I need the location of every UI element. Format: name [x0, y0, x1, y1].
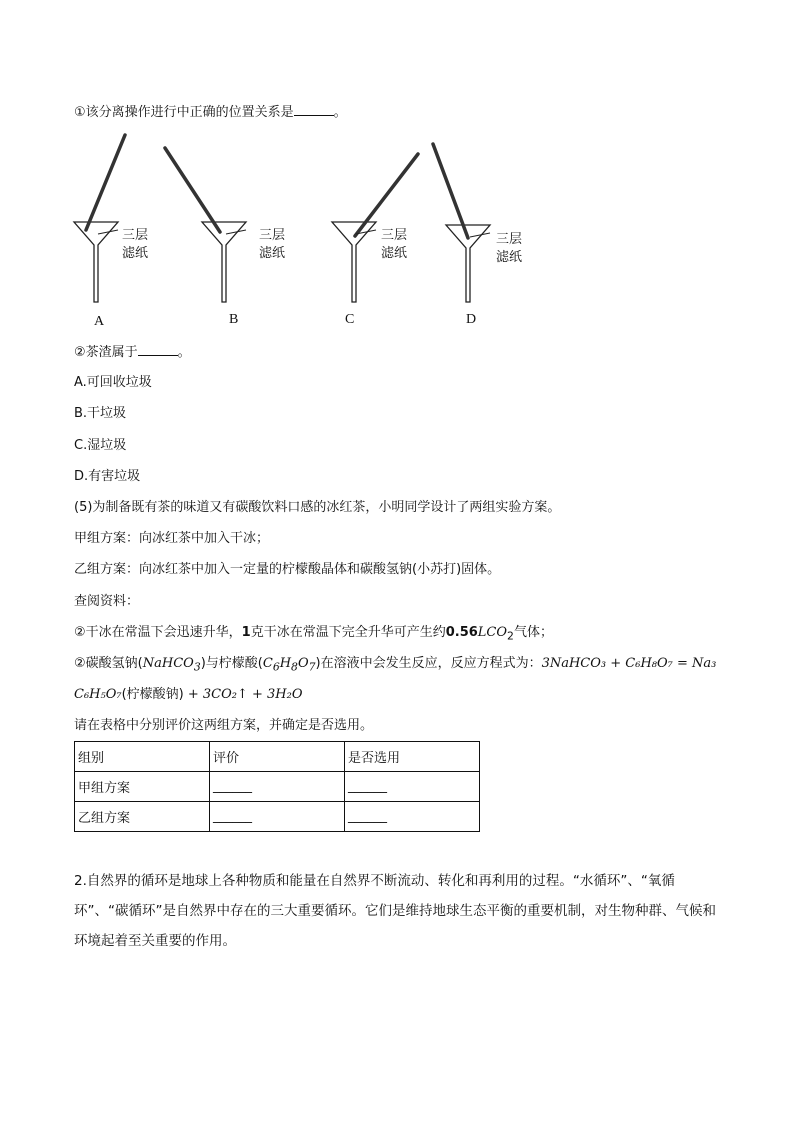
annotation-a: 三层 滤纸	[122, 228, 149, 261]
annotation-d: 三层 滤纸	[496, 232, 523, 265]
select-blank[interactable]: ______	[345, 802, 480, 832]
option-d: D.有害垃圾	[74, 469, 141, 484]
question-tea-line: ②茶渣属于 。	[74, 345, 191, 360]
select-blank[interactable]: ______	[345, 772, 480, 802]
header-evaluation: 评价	[210, 742, 345, 772]
funnel-c	[332, 222, 376, 302]
question-position-text: ①该分离操作进行中正确的位置关系是	[74, 105, 294, 120]
question-5: (5)为制备既有茶的味道又有碳酸饮料口感的冰红茶，小明同学设计了两组实验方案。	[74, 500, 561, 515]
option-a: A.可回收垃圾	[74, 375, 152, 390]
annotation-c: 三层 滤纸	[381, 228, 408, 261]
plan-a: 甲组方案：向冰红茶中加入干冰；	[74, 531, 270, 546]
header-select: 是否选用	[345, 742, 480, 772]
plan-b: 乙组方案：向冰红茶中加入一定量的柠檬酸晶体和碳酸氢钠(小苏打)固体。	[74, 562, 501, 577]
label-a: A	[94, 314, 105, 329]
info-reaction: ②碳酸氢钠(NaHCO$_3$)与柠檬酸$(C_6H_8O_7)$在溶液中会发生反应，反应方程式为：3NaHCO₃ + C₆H₈O₇ = Na₃	[74, 656, 717, 674]
question-tea-text: ②茶渣属于	[74, 345, 138, 360]
row-label: 甲组方案	[75, 772, 210, 802]
table-row	[75, 802, 480, 832]
info-reaction-cont: C₆H₅O₇(柠檬酸钠) + 3CO₂↑ + 3H₂O	[74, 687, 303, 702]
filtration-figure	[70, 130, 540, 335]
funnel-b	[202, 222, 246, 302]
info-dry-ice: ②干冰在常温下会迅速升华，1克干冰在常温下完全升华可产生约$0.56LCO_2$气体；	[74, 625, 553, 643]
label-b: B	[229, 312, 239, 327]
evaluation-blank[interactable]: ______	[210, 772, 345, 802]
annotation-b: 三层 滤纸	[259, 228, 286, 261]
lookup-heading: 查阅资料：	[74, 594, 140, 609]
table-row	[75, 772, 480, 802]
answer-blank	[138, 343, 178, 356]
table-header-row	[75, 742, 480, 772]
table-intro: 请在表格中分别评价这两组方案，并确定是否选用。	[74, 718, 374, 733]
option-c: C.湿垃圾	[74, 438, 127, 453]
evaluation-table	[74, 741, 480, 832]
row-label: 乙组方案	[75, 802, 210, 832]
label-d: D	[466, 312, 477, 327]
evaluation-blank[interactable]: ______	[210, 802, 345, 832]
option-b: B.干垃圾	[74, 406, 127, 421]
question-position-line: ①该分离操作进行中正确的位置关系是 。	[74, 105, 347, 120]
answer-blank	[294, 103, 334, 116]
funnel-a	[74, 222, 118, 302]
header-group: 组别	[75, 742, 210, 772]
glass-rods	[86, 135, 468, 238]
label-c: C	[345, 312, 355, 327]
question-2-paragraph: 2.自然界的循环是地球上各种物质和能量在自然界不断流动、转化和再利用的过程。“水循环”、“氧循环”、“碳循环”是自然界中存在的三大重要循环。它们是维持地球生态平衡的重要机制，对生物种群、气候和环境起着至关重要的作用。	[74, 873, 716, 949]
